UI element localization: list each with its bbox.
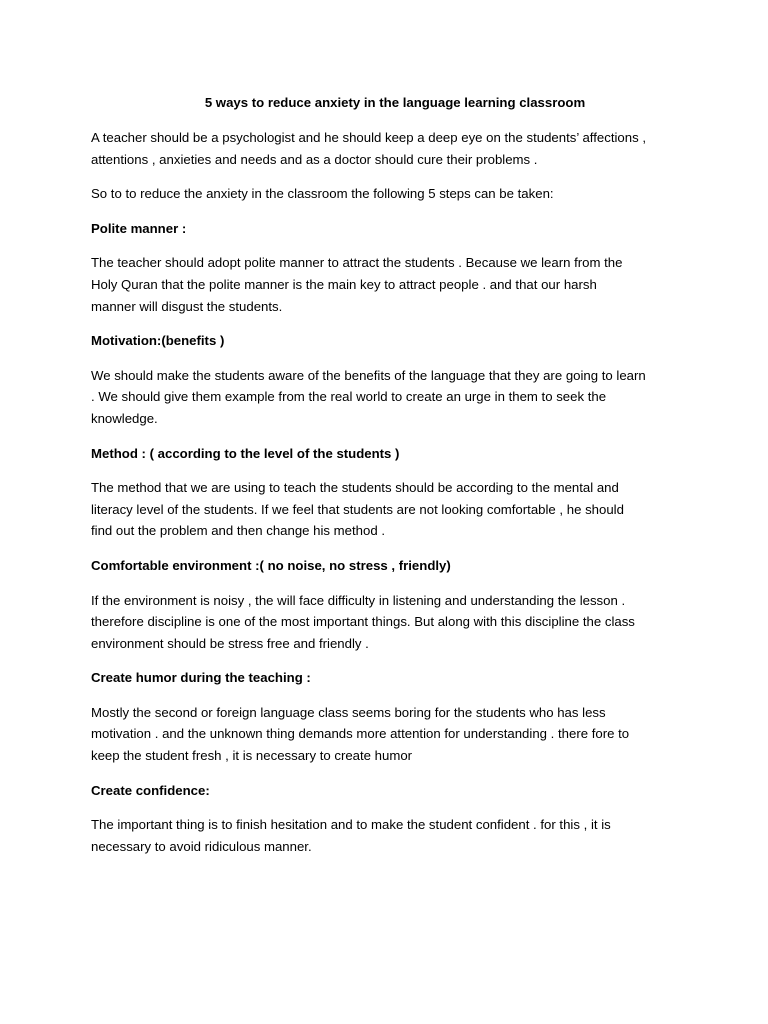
document-page	[91, 92, 691, 870]
section-body-motivation: We should make the students aware of the benefits of the language that they are going to learn . We should give them example from the real world to create an urge in them to seek the knowledge.	[91, 367, 646, 426]
section-body-create-confidence: The important thing is to finish hesitation and to make the student confident . for this , it is necessary to avoid ridiculous manner.	[91, 817, 611, 854]
section-heading-create-humor: Create humor during the teaching :	[91, 670, 311, 686]
section-body-polite-manner: The teacher should adopt polite manner to attract the students . Because we learn from the Holy Quran that the polite manner is the main key to attract people . and that our harsh manner will disgust the students.	[91, 255, 623, 314]
section-heading-motivation: Motivation:(benefits )	[91, 333, 225, 349]
intro-paragraph-1: A teacher should be a psychologist and he should keep a deep eye on the students’ affections , attentions , anxieties and needs and as a doctor should cure their problems .	[91, 130, 647, 167]
section-body-comfortable-environment: If the environment is noisy , the will face difficulty in listening and understanding the lesson . therefore discipline is one of the most important things. But along with this discipline the class environment should be stress free and friendly .	[91, 592, 635, 651]
section-heading-method: Method : ( according to the level of the students )	[91, 445, 400, 461]
section-body-create-humor: Mostly the second or foreign language class seems boring for the students who has less motivation . and the unknown thing demands more attention for understanding . there fore to keep the student fresh , it is necessary to create humor	[91, 704, 630, 764]
section-heading-comfortable-environment: Comfortable environment :( no noise, no stress , friendly)	[91, 557, 451, 573]
document-title: 5 ways to reduce anxiety in the language learning classroom	[204, 95, 586, 110]
section-heading-create-confidence: Create confidence:	[91, 782, 210, 798]
intro-paragraph-2: So to to reduce the anxiety in the classroom the following 5 steps can be taken:	[91, 186, 554, 202]
section-heading-polite-manner: Polite manner :	[91, 220, 187, 236]
section-body-method: The method that we are using to teach the students should be according to the mental and literacy level of the students. If we feel that students are not looking comfortable , he should find out the problem and then change his method .	[91, 480, 624, 539]
